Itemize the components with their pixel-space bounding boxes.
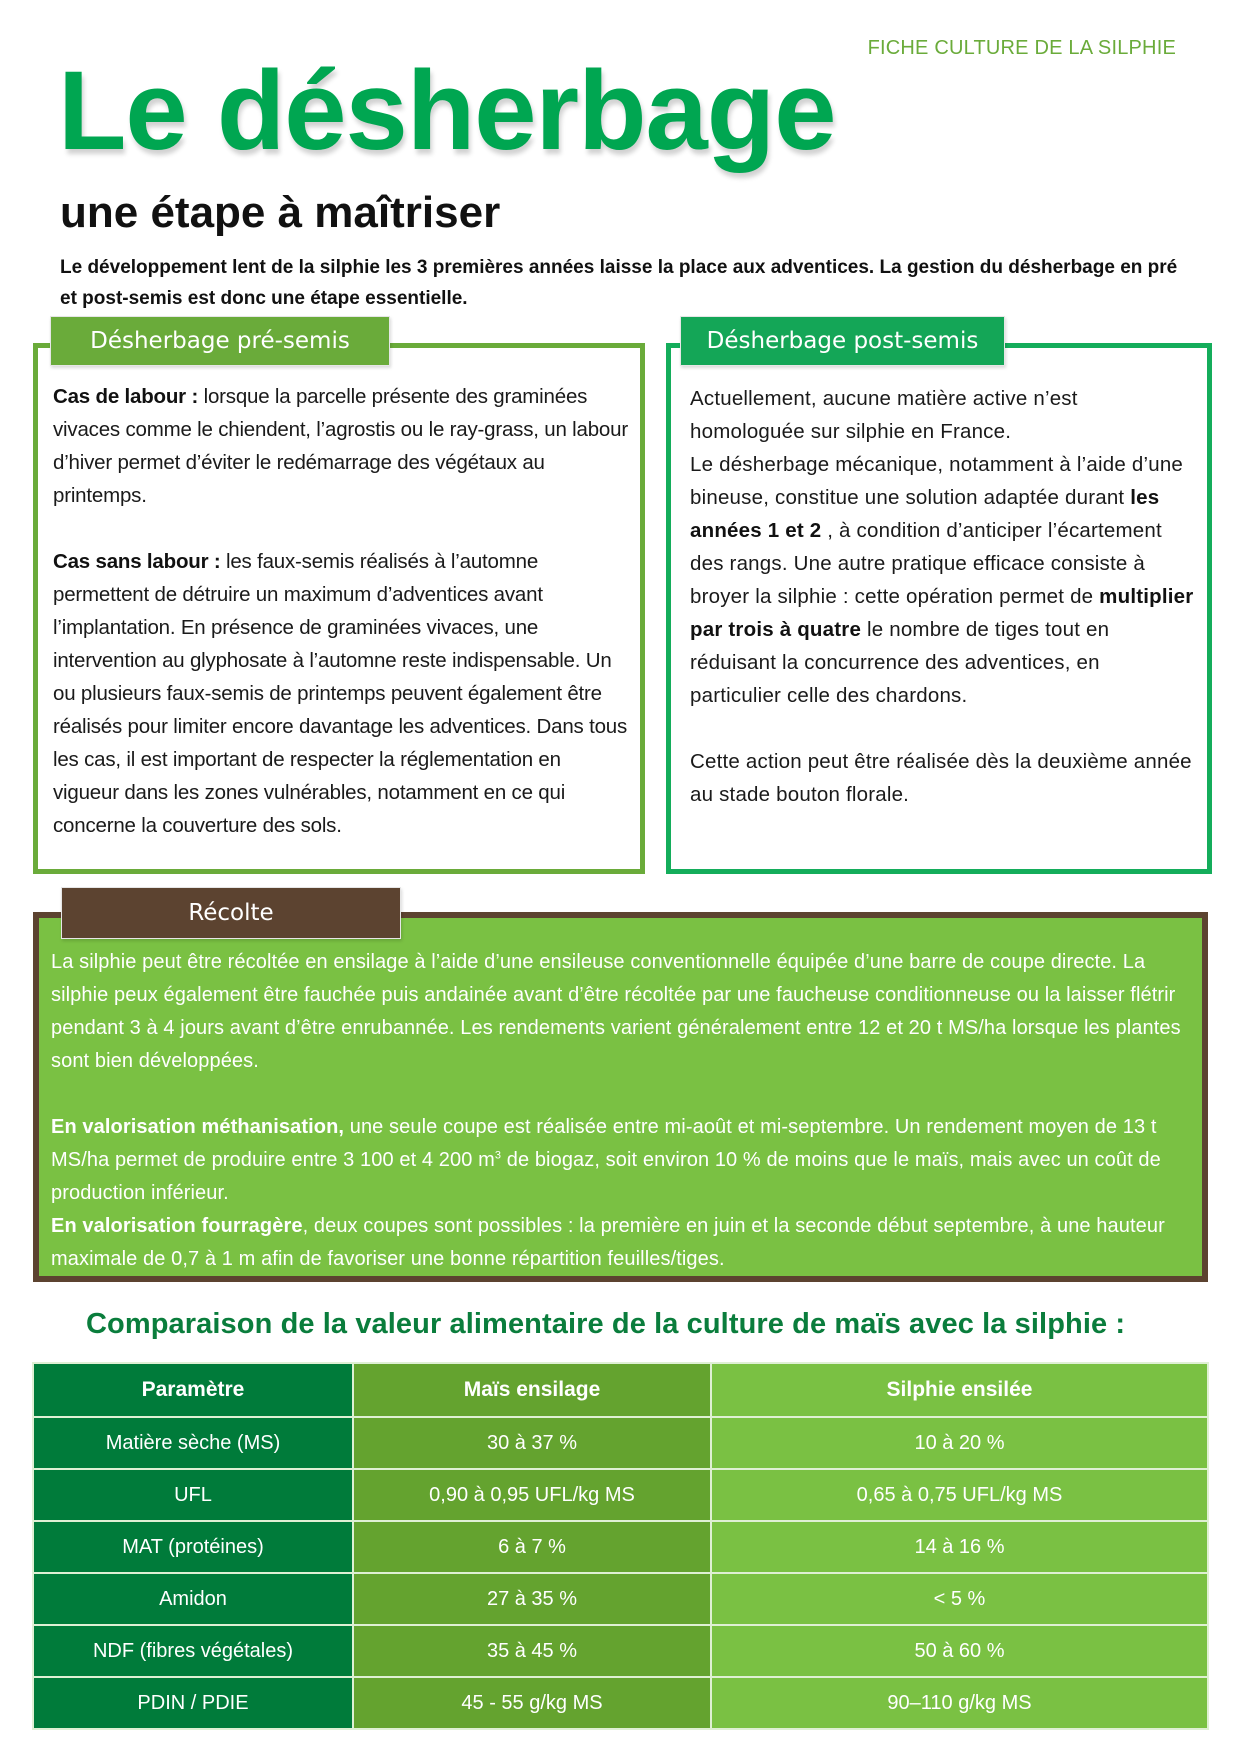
row-parameter: PDIN / PDIE <box>34 1678 352 1728</box>
methanisation-text-b: de biogaz, soit environ 10 % de moins que le maïs, mais avec un coût de production inférieur. <box>51 1149 1161 1204</box>
header-parametre: Paramètre <box>34 1364 352 1416</box>
post-semis-paragraph-3: Cette action peut être réalisée dès la deuxième année au stade bouton florale. <box>690 750 1192 806</box>
row-parameter: UFL <box>34 1470 352 1520</box>
post-semis-content <box>690 382 1195 811</box>
recolte-tab: Récolte <box>61 887 401 939</box>
table-row <box>34 1522 1207 1572</box>
row-mais-value: 30 à 37 % <box>354 1418 710 1468</box>
sans-labour-text: les faux-semis réalisés à l’automne permettent de détruire un maximum d’adventices avant l’implantation. En présence de graminées vivaces, une intervention au glyphosate à l’automne reste indispensable. Un ou plusieurs faux-semis de printemps peuvent également être réalisés pour limiter encore davantage les adventices. Dans tous les cas, il est important de respecter la réglementation en vigueur dans les zones vulnérables, notamment en ce qui concerne la couverture des sols. <box>53 550 628 837</box>
recolte-content <box>51 946 1190 1276</box>
row-silphie-value: 10 à 20 % <box>712 1418 1207 1468</box>
row-silphie-value: 90–110 g/kg MS <box>712 1678 1207 1728</box>
labour-text: lorsque la parcelle présente des graminées vivaces comme le chiendent, l’agrostis ou le ray-grass, un labour d’hiver permet d’éviter le redémarrage des végétaux au printemps. <box>53 385 628 507</box>
row-parameter: Matière sèche (MS) <box>34 1418 352 1468</box>
header-silphie: Silphie ensilée <box>712 1364 1207 1416</box>
sans-labour-heading: Cas sans labour : <box>53 550 221 573</box>
row-silphie-value: 0,65 à 0,75 UFL/kg MS <box>712 1470 1207 1520</box>
methanisation-heading: En valorisation méthanisation, <box>51 1116 345 1138</box>
post-semis-paragraph-1: Actuellement, aucune matière active n’est homologuée sur silphie en France. <box>690 387 1078 443</box>
post-semis-tab: Désherbage post-semis <box>680 316 1005 366</box>
fourragere-text: , deux coupes sont possibles : la première en juin et la seconde début septembre, à une hauteur maximale de 0,7 à 1 m afin de favoriser une bonne répartition feuilles/tiges. <box>51 1215 1165 1270</box>
table-header-row <box>34 1364 1207 1416</box>
cubic-superscript: 3 <box>494 1149 502 1162</box>
recolte-box <box>33 912 1208 1282</box>
table-row <box>34 1626 1207 1676</box>
page-title: Le désherbage <box>58 48 836 173</box>
post-semis-text-a: Le désherbage mécanique, notamment à l’aide d’une bineuse, constitue une solution adaptée durant <box>690 453 1184 509</box>
row-silphie-value: < 5 % <box>712 1574 1207 1624</box>
row-mais-value: 0,90 à 0,95 UFL/kg MS <box>354 1470 710 1520</box>
table-row <box>34 1678 1207 1728</box>
table-row <box>34 1574 1207 1624</box>
paragraph-gap <box>53 512 630 545</box>
comparison-title: Comparaison de la valeur alimentaire de la culture de maïs avec la silphie : <box>86 1308 1126 1340</box>
row-parameter: Amidon <box>34 1574 352 1624</box>
intro-text: Le développement lent de la silphie les 3 premières années laisse la place aux adventices. La gestion du désherbage en pré et post-semis est donc une étape essentielle. <box>60 257 1178 309</box>
row-mais-value: 27 à 35 % <box>354 1574 710 1624</box>
row-mais-value: 35 à 45 % <box>354 1626 710 1676</box>
fourragere-heading: En valorisation fourragère <box>51 1215 303 1237</box>
post-semis-bold-multiply: multiplier par trois à quatre <box>690 585 1194 641</box>
recolte-paragraph-1: La silphie peut être récoltée en ensilage à l’aide d’une ensileuse conventionnelle équipée d’une barre de coupe directe. La silphie peux également être fauchée puis andainée avant d’être récoltée par une faucheuse conditionneuse ou la laisser flétrir pendant 3 à 4 jours avant d’être enrubannée. Les rendements varient généralement entre 12 et 20 t MS/ha lorsque les plantes sont bien développées. <box>51 951 1181 1072</box>
methanisation-text-a: une seule coupe est réalisée entre mi-août et mi-septembre. Un rendement moyen de 13 t MS/ha permet de produire entre 3 100 et 4 200 m <box>51 1116 1157 1171</box>
row-mais-value: 45 - 55 g/kg MS <box>354 1678 710 1728</box>
table-row <box>34 1470 1207 1520</box>
post-semis-text-b: , à condition d’anticiper l’écartement des rangs. Une autre pratique efficace consiste à broyer la silphie : cette opération permet de <box>690 519 1162 608</box>
row-silphie-value: 14 à 16 % <box>712 1522 1207 1572</box>
post-semis-text-c: le nombre de tiges tout en réduisant la concurrence des adventices, en particulier celle des chardons. <box>690 618 1110 707</box>
pre-semis-paragraph-sans-labour <box>53 545 630 842</box>
post-semis-paragraph-2 <box>690 448 1195 712</box>
row-mais-value: 6 à 7 % <box>354 1522 710 1572</box>
paragraph-gap <box>690 712 1195 745</box>
post-semis-box <box>666 343 1212 874</box>
header-mais: Maïs ensilage <box>354 1364 710 1416</box>
pre-semis-box <box>33 343 645 874</box>
pre-semis-tab: Désherbage pré-semis <box>50 316 390 366</box>
eyebrow-label: FICHE CULTURE DE LA SILPHIE <box>867 37 1176 59</box>
row-parameter: NDF (fibres végétales) <box>34 1626 352 1676</box>
recolte-paragraph-fourragere <box>51 1210 1190 1276</box>
comparison-table <box>32 1362 1209 1730</box>
page-subtitle: une étape à maîtriser <box>60 188 501 237</box>
table-row <box>34 1418 1207 1468</box>
recolte-paragraph-methanisation <box>51 1111 1190 1210</box>
pre-semis-content <box>53 380 630 842</box>
post-semis-bold-years: les années 1 et 2 <box>690 486 1160 542</box>
labour-heading: Cas de labour : <box>53 385 199 408</box>
row-parameter: MAT (protéines) <box>34 1522 352 1572</box>
paragraph-gap <box>51 1078 1190 1111</box>
row-silphie-value: 50 à 60 % <box>712 1626 1207 1676</box>
pre-semis-paragraph-labour <box>53 380 630 512</box>
